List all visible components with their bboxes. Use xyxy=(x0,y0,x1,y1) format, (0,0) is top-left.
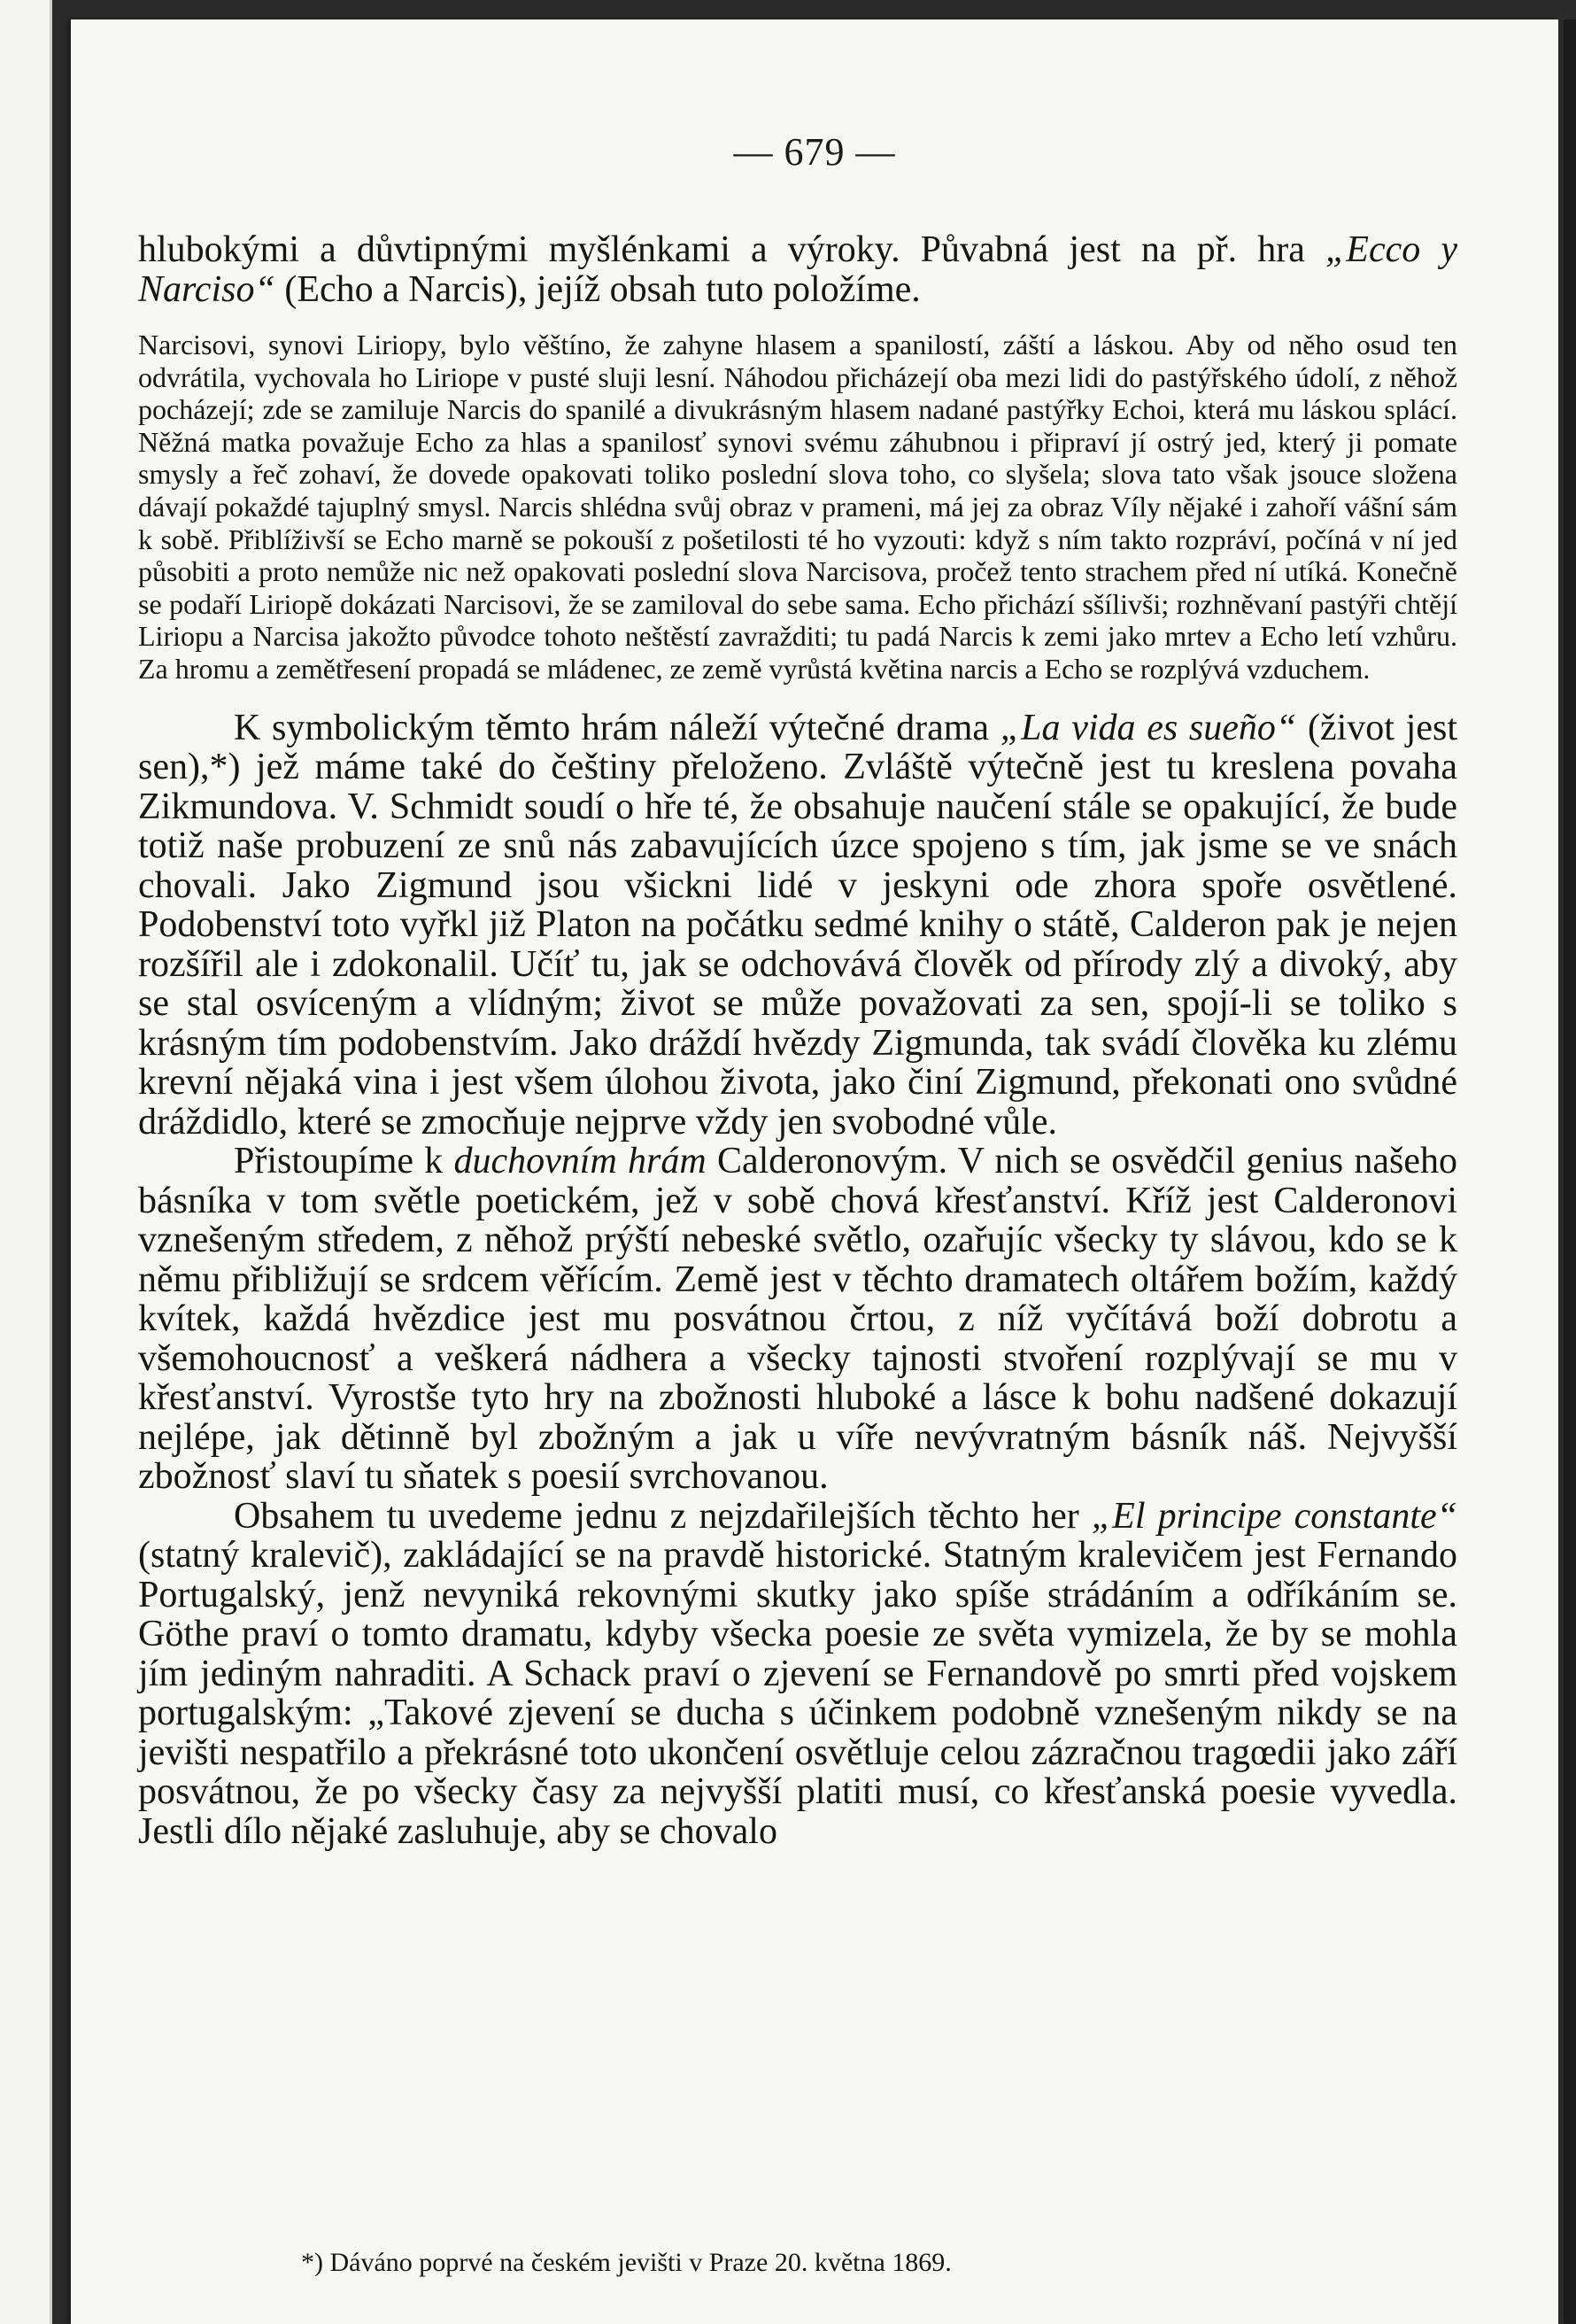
paragraph-la-vida-title: „La vida es sueño“ xyxy=(1000,707,1297,748)
intro-title: „Ecco y Narciso“ xyxy=(138,229,1457,310)
paragraph-la-vida-text-1: K symbolickým těmto hrám náleží výtečné drama xyxy=(234,707,1000,748)
intro-text-1: hlubokými a důvtipnými myšlénkami a výroky. Půvabná jest na př. hra xyxy=(138,229,1325,270)
paragraph-spiritual-text-1: Přistoupíme k xyxy=(234,1141,454,1182)
paragraph-spiritual-plays xyxy=(138,1142,1457,1497)
intro-text-2: (Echo a Narcis), jejíž obsah tuto položíme. xyxy=(274,268,921,310)
intro-paragraph xyxy=(138,230,1457,309)
footnote: *) Dáváno poprvé na českém jevišti v Praze 20. května 1869. xyxy=(301,2248,952,2277)
paragraph-la-vida-text-2: (život jest sen),*) jež máme také do češtiny přeloženo. Zvláště výtečně jest tu kreslena povaha Zikmundova. V. Schmidt soudí o hře té, že obsahuje naučení stále se opakující, že bude totiž naše probuzení ze snů nás zabavujících úzce spojeno s tím, jak jsme se ve snách chovali. Jako Zigmund jsou všickni lidé v jeskyni ode zhora spoře osvětlené. Podobenství toto vyřkl již Platon na počátku sedmé knihy o státě, Calderon pak je nejen rozšířil ale i zdokonalil. Učíť tu, jak se odchovává člověk od přírody zlý a divoký, aby se stal osvíceným a vlídným; život se může považovati za sen, spojí-li se toliko s krásným tím podobenstvím. Jako dráždí hvězdy Zigmunda, tak svádí člověka ku zlému krevní nějaká vina i jest všem úlohou života, jako činí Zigmund, překonati ono svůdné dráždidlo, které se zmocňuje nejprve vždy jen svobodné vůle. xyxy=(138,707,1458,1143)
paragraph-la-vida xyxy=(138,709,1457,1143)
page-number: — 679 — xyxy=(733,130,896,174)
plot-summary: Narcisovi, synovi Liriopy, bylo věštíno, že zahyne hlasem a spanilostí, záští a láskou. Aby od něho osud ten odvrátila, vychovala ho Liriope v pusté sluji lesní. Náhodou přicházejí oba mezi lidi do pastýřského údolí, z něhož pocházejí; zde se zamiluje Narcis do spanilé a divukrásným hlasem nadané pastýřky Echoi, která mu láskou splácí. Něžná matka považuje Echo za hlas a spanilosť synovi svému záhubnou i připraví jí ostrý jed, který ji pomate smysly a řeč zohaví, že dovede opakovati toliko poslední slova toho, co slyšela; slova tato však jsouce složena dávají pokaždé tajuplný smysl. Narcis shlédna svůj obraz v prameni, má jej za obraz Víly nějaké i zahoří vášní sám k sobě. Přiblíživší se Echo marně se pokouší z pošetilosti té ho vyzouti: když s ním takto rozpráví, počíná v ní jed působiti a proto nemůže nic než opakovati poslední slova Narcisova, pročež tento strachem před ní utíká. Konečně se podaří Liriopě dokázati Narcisovi, že se zamiloval do sebe sama. Echo přichází sšílivši; rozhněvaní pastýři chtějí Liriopu a Narcisa jakožto původce tohoto neštěstí zavražditi; tu padá Narcis k zemi jako mrtev a Echo letí vzhůru. Za hromu a zemětřesení propadá se mládenec, ze země vyrůstá květina narcis a Echo se rozplývá vzduchem. xyxy=(138,329,1457,685)
paragraph-spiritual-text-2: Calderonovým. V nich se osvědčil genius našeho básníka v tom světle poetickém, jež v sobě chová křesťanství. Kříž jest Calderonovi vznešeným středem, z něhož prýští nebeské světlo, ozařujíc všecky ty slávou, kdo se k němu přibližují se srdcem věřícím. Země jest v těchto dramatech oltářem božím, každý kvítek, každá hvězdice jest mu posvátnou črtou, z níž vyčítává boží dobrotu a všemohoucnosť a veškerá nádhera a všecky tajnosti stvoření rozplývají se mu v křesťanství. Vyrostše tyto hry na zbožnosti hluboké a lásce k bohu nadšené dokazují nejlépe, jak dětinně byl zbožným a jak u víře nevývratným básník náš. Nejvyšší zbožnosť slaví tu sňatek s poesií svrchovanou. xyxy=(138,1141,1457,1498)
previous-page-edge xyxy=(0,0,52,2324)
paragraph-principe-text-1: Obsahem tu uvedeme jednu z nejzdařilejších těchto her xyxy=(234,1495,1092,1537)
scan-edge xyxy=(1564,19,1576,2324)
paragraph-principe-text-2: (statný kralevič), zakládající se na pravdě historické. Statným kralevičem jest Fernando Portugalský, jenž nevyniká rekovnými skutky jako spíše strádáním a odříkáním se. Göthe praví o tomto dramatu, kdyby všecka poesie ze světa vymizela, že by se mohla jím jediným nahraditi. A Schack praví o zjevení se Fernandově po smrti před vojskem portugalským: „Takové zjevení se ducha s účinkem podobně vznešeným nikdy se na jevišti nespatřilo a překrásné toto ukončení osvětluje celou zázračnou tragœdii jako září posvátnou, že po všecky časy za nejvyšší platiti musí, co křesťanská poesie vyvedla. Jestli dílo nějaké zasluhuje, aby se chovalo xyxy=(138,1535,1457,1852)
book-page xyxy=(71,19,1558,2324)
paragraph-spiritual-italic: duchovním hrám xyxy=(453,1141,707,1182)
paragraph-principe-title: „El principe constante“ xyxy=(1091,1495,1457,1537)
paragraph-principe-constante xyxy=(138,1497,1457,1852)
page-content xyxy=(138,230,1457,1851)
